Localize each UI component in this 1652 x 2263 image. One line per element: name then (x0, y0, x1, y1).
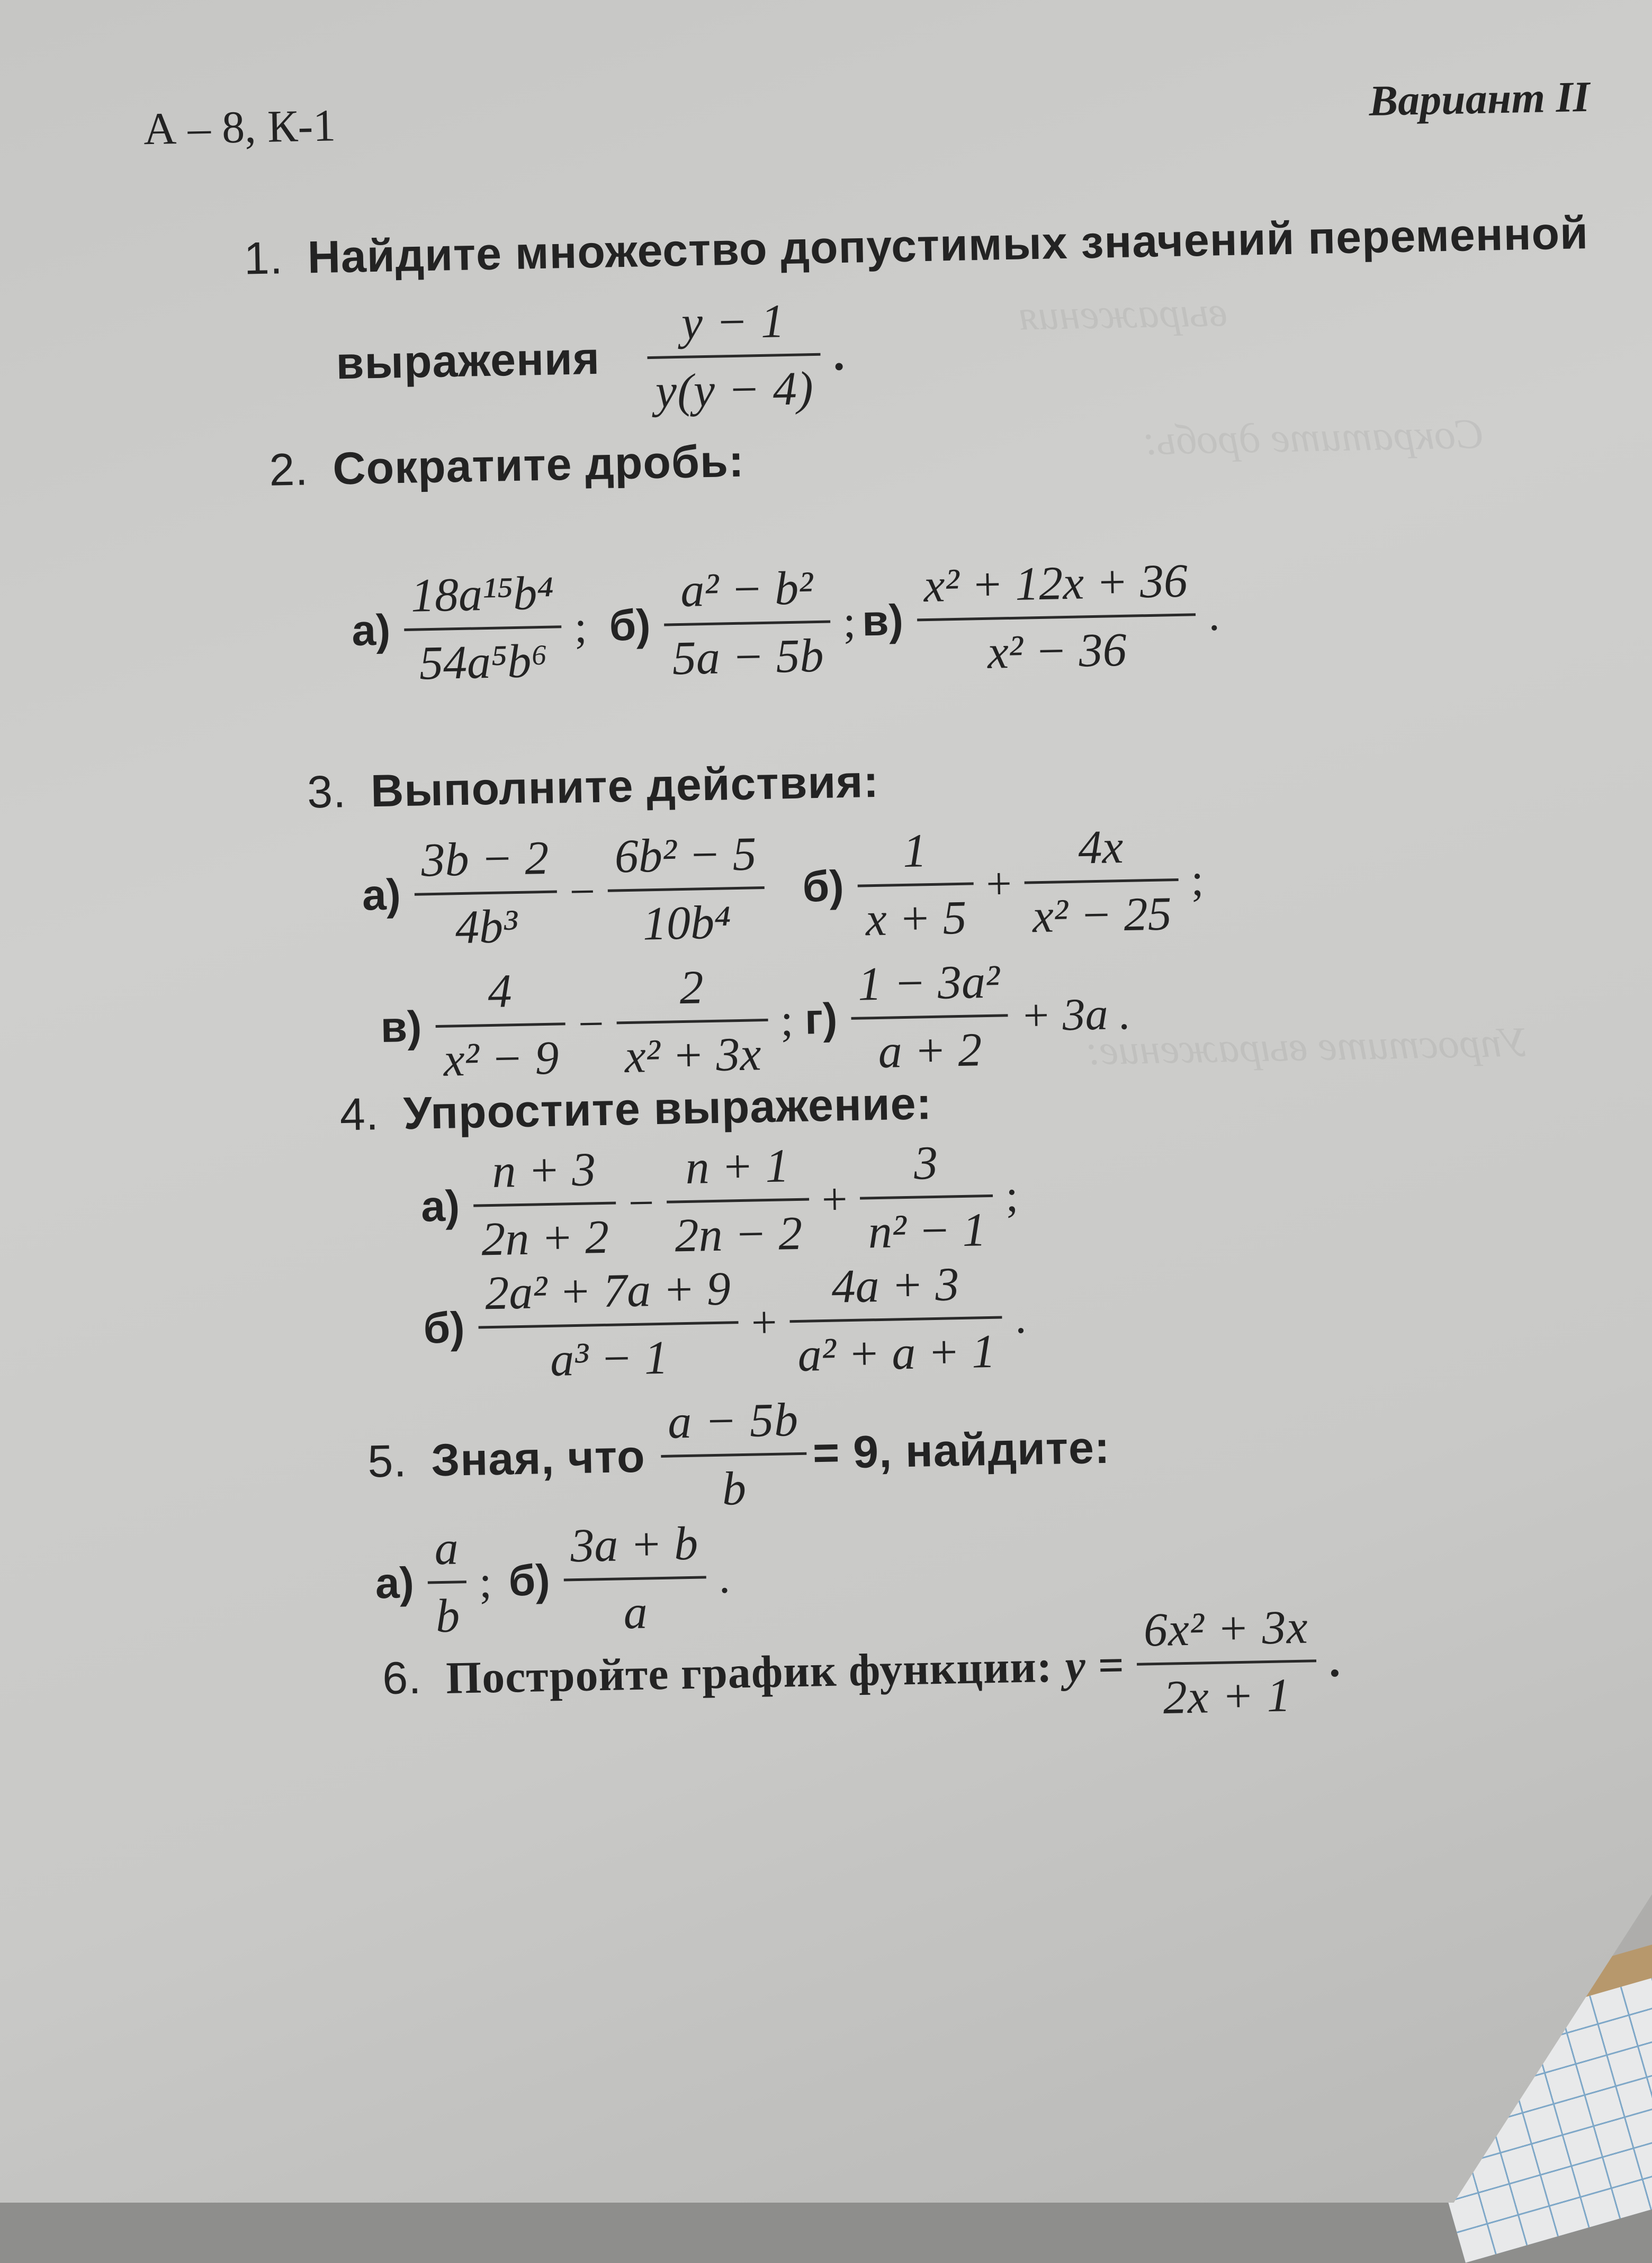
header-code: А – 8, К-1 (143, 100, 337, 155)
task-5-text: Зная, что (430, 1431, 646, 1486)
punctuation: ; (780, 994, 794, 1045)
fraction (856, 822, 974, 947)
expression-tail: + 3a . (1020, 987, 1132, 1041)
item-label: г) (804, 994, 838, 1044)
task-4 (339, 1077, 932, 1141)
numerator: 6b² − 5 (614, 828, 757, 883)
task-6 (381, 1599, 1348, 1740)
operator: + (751, 1296, 778, 1348)
denominator: b (722, 1462, 747, 1515)
task-number: 6. (382, 1652, 422, 1704)
punctuation: . (1328, 1635, 1342, 1686)
fraction (647, 293, 822, 419)
task-1 (244, 207, 1589, 285)
task-3-row-2 (379, 952, 1138, 1089)
task-4-row-2 (422, 1255, 1034, 1389)
numerator: 1 (902, 824, 928, 877)
numerator: 2a² + 7a + 9 (484, 1262, 731, 1320)
task-3-text: Выполните действия: (370, 756, 879, 817)
fraction (403, 565, 563, 691)
denominator: 2x + 1 (1162, 1669, 1292, 1724)
numerator: 3b − 2 (420, 831, 550, 887)
task-4-row-1 (420, 1134, 1026, 1268)
fraction (660, 1393, 807, 1517)
fraction (663, 561, 831, 686)
operator: − (578, 998, 605, 1049)
item-label: б) (508, 1556, 551, 1605)
task-4-text: Упростите выражение: (402, 1078, 932, 1139)
numerator: y − 1 (681, 295, 786, 349)
task-1-expression (335, 293, 852, 425)
task-2 (269, 435, 745, 497)
punctuation: ; (842, 596, 857, 647)
fraction (788, 1256, 1003, 1383)
fraction (916, 553, 1197, 681)
task-number: 5. (367, 1435, 408, 1487)
denominator: x² − 9 (443, 1031, 560, 1086)
fraction (434, 963, 567, 1088)
function-lhs: y = (1064, 1639, 1125, 1691)
numerator: x² + 12x + 36 (923, 554, 1188, 613)
denominator: a² + a + 1 (797, 1325, 996, 1381)
numerator: 3 (913, 1136, 939, 1190)
numerator: 4x (1078, 821, 1124, 874)
operator: − (569, 865, 596, 917)
denominator: 5a − 5b (671, 629, 824, 685)
denominator: 2n + 2 (481, 1210, 609, 1266)
numerator: a (434, 1522, 459, 1575)
item-label: а) (362, 870, 401, 920)
item-label: б) (608, 600, 651, 650)
item-label: б) (802, 861, 845, 911)
task-number: 2. (268, 444, 309, 496)
denominator: 10b⁴ (642, 896, 732, 950)
numerator: 1 − 3a² (857, 955, 1000, 1011)
task-2-items (351, 553, 1227, 692)
denominator: x² + 3x (624, 1028, 762, 1083)
punctuation: ; (573, 600, 588, 652)
task-5-tail: = 9, найдите: (812, 1422, 1111, 1479)
fraction (666, 1138, 810, 1263)
task-1-text: Найдите множество допустимых значений переменной (307, 207, 1589, 283)
punctuation: . (718, 1551, 731, 1603)
punctuation: ; (1190, 854, 1205, 905)
numerator: 18a¹⁵b⁴ (410, 567, 554, 622)
header-variant: Вариант II (1368, 72, 1591, 125)
task-5 (366, 1387, 1111, 1523)
task-number: 3. (307, 766, 347, 818)
item-label: в) (861, 596, 904, 645)
punctuation: ; (478, 1556, 492, 1608)
denominator: n² − 1 (867, 1204, 987, 1259)
item-label: б) (423, 1303, 465, 1353)
task-number: 4. (339, 1089, 380, 1141)
punctuation: ; (1005, 1170, 1019, 1221)
show-through-text: Сократите дробь: (1142, 410, 1485, 464)
show-through-text: выражения (1018, 289, 1228, 339)
numerator: n + 1 (685, 1139, 790, 1194)
item-label: а) (420, 1181, 461, 1231)
fraction (850, 954, 1009, 1080)
item-label: а) (351, 606, 391, 655)
task-3-row-1 (361, 818, 1211, 957)
operator: − (627, 1177, 655, 1228)
numerator: 3a + b (570, 1517, 699, 1573)
denominator: a + 2 (877, 1023, 983, 1078)
denominator: a³ − 1 (550, 1331, 669, 1386)
task-6-text: Постройте график функции: (445, 1640, 1053, 1703)
denominator: 2n − 2 (674, 1207, 803, 1262)
punctuation: . (1208, 588, 1220, 640)
show-through-text: Упростите выражение: (1084, 1019, 1530, 1074)
fraction (859, 1135, 994, 1260)
denominator: x + 5 (865, 891, 967, 946)
task-2-text: Сократите дробь: (332, 435, 745, 495)
denominator: 54a⁵b⁶ (418, 634, 549, 690)
denominator: 4b³ (454, 900, 518, 954)
fraction (472, 1142, 617, 1267)
numerator: a² − b² (680, 562, 813, 617)
numerator: 4 (487, 965, 513, 1018)
denominator: b (435, 1590, 460, 1643)
operator: + (821, 1173, 848, 1225)
numerator: 6x² + 3x (1143, 1601, 1309, 1657)
denominator: x² − 36 (986, 623, 1127, 679)
punctuation: . (1014, 1291, 1027, 1343)
task-number: 1. (243, 232, 284, 284)
fraction (1136, 1600, 1317, 1725)
fraction (414, 831, 558, 956)
fraction (477, 1261, 740, 1388)
task-1-text-2: выражения (335, 333, 600, 389)
numerator: n + 3 (491, 1143, 597, 1198)
numerator: a − 5b (667, 1393, 799, 1449)
fraction (615, 959, 769, 1084)
denominator: a (623, 1586, 648, 1639)
item-label: а) (374, 1558, 415, 1608)
denominator: x² − 25 (1032, 887, 1172, 943)
fraction (607, 827, 766, 952)
denominator: y(y − 4) (655, 362, 814, 418)
fraction (1023, 819, 1180, 944)
operator: + (985, 857, 1012, 909)
task-3 (307, 756, 879, 819)
numerator: 4a + 3 (831, 1258, 960, 1313)
punctuation: . (832, 328, 846, 380)
numerator: 2 (679, 961, 704, 1014)
item-label: в) (380, 1002, 423, 1052)
